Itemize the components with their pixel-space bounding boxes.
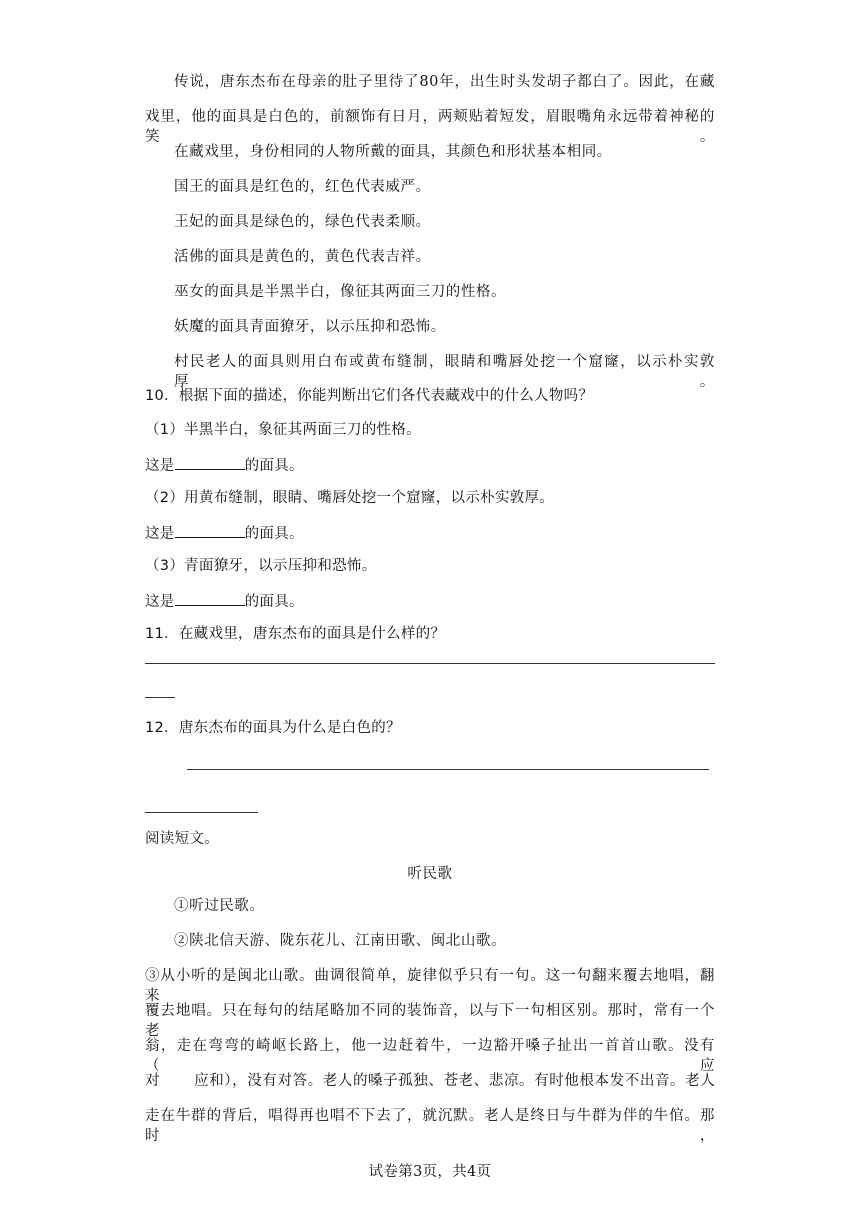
answer-prefix: 这是	[145, 594, 175, 610]
answer-line-11a[interactable]	[145, 663, 715, 664]
reading-paragraph-1: ①听过民歌。	[174, 898, 265, 914]
answer-line-11b[interactable]	[145, 697, 175, 698]
reading-paragraph-3-line-3: 翁，走在弯弯的崎岖长路上，他一边赶着牛，一边豁开嗓子扯出一首首山歌。没有（应	[145, 1038, 715, 1074]
answer-prefix: 这是	[145, 526, 175, 542]
answer-blank-1[interactable]	[175, 454, 245, 470]
passage-line-2: 戏里，他的面具是白色的，前额饰有日月，两颊贴着短发，眉眼嘴角永远带着神秘的笑。	[145, 109, 715, 145]
reading-paragraph-3-line-1: ③从小听的是闽北山歌。曲调很简单，旋律似乎只有一句。这一句翻来覆去地唱，翻来	[145, 968, 715, 1004]
reading-paragraph-3-line-4	[145, 1071, 715, 1091]
line-4-text: 应和），没有对答。老人的嗓子孤独、苍老、悲凉。有时他根本发不出音。老人	[194, 1073, 716, 1089]
passage-line-8: 妖魔的面具青面獠牙，以示压抑和恐怖。	[174, 319, 446, 335]
answer-suffix: 的面具。	[244, 594, 304, 610]
answer-suffix: 的面具。	[244, 458, 304, 474]
question-10-answer-1	[145, 454, 304, 476]
passage-line-9: 村民老人的面具则用白布或黄布缝制，眼睛和嘴唇处挖一个窟窿，以示朴实敦厚。	[174, 354, 715, 390]
passage-line-4: 国王的面具是红色的，红色代表威严。	[174, 179, 431, 195]
question-10-answer-3	[145, 590, 304, 612]
answer-suffix: 的面具。	[244, 526, 304, 542]
reading-title: 听民歌	[407, 866, 453, 882]
answer-blank-3[interactable]	[175, 590, 245, 606]
reading-intro: 阅读短文。	[145, 831, 219, 847]
reading-paragraph-3-line-5: 走在牛群的背后，唱得再也唱不下去了，就沉默。老人是终日与牛群为伴的牛倌。那时，	[145, 1108, 715, 1144]
question-10-stem: 10．根据下面的描述，你能判断出它们各代表藏戏中的什么人物吗？	[145, 388, 594, 404]
question-10-item-1: （1）半黑半白，象征其两面三刀的性格。	[145, 422, 421, 438]
passage-line-3: 在藏戏里，身份相同的人物所戴的面具，其颜色和形状基本相同。	[174, 144, 612, 160]
question-10-item-2: （2）用黄布缝制，眼睛、嘴唇处挖一个窟窿，以示朴实敦厚。	[145, 490, 555, 506]
answer-line-12a[interactable]	[187, 769, 709, 770]
question-10-answer-2	[145, 522, 304, 544]
page-footer: 试卷第3页，共4页	[368, 1164, 492, 1180]
question-10-item-3: （3）青面獠牙，以示压抑和恐怖。	[145, 558, 377, 574]
question-12-stem: 12．唐东杰布的面具为什么是白色的？	[145, 720, 401, 736]
passage-line-6: 活佛的面具是黄色的，黄色代表吉祥。	[174, 249, 431, 265]
passage-line-1: 传说，唐东杰布在母亲的肚子里待了80年，出生时头发胡子都白了。因此，在藏	[174, 74, 715, 90]
reading-paragraph-3-line-2: 覆去地唱。只在每句的结尾略加不同的装饰音，以与下一句相区别。那时，常有一个老	[145, 1003, 715, 1039]
annotation-term: 对	[145, 1073, 161, 1089]
reading-paragraph-2: ②陕北信天游、陇东花儿、江南田歌、闽北山歌。	[174, 933, 507, 949]
answer-line-12b[interactable]	[145, 812, 258, 813]
answer-blank-2[interactable]	[175, 522, 245, 538]
passage-line-7: 巫女的面具是半黑半白，像征其两面三刀的性格。	[174, 284, 507, 300]
answer-prefix: 这是	[145, 458, 175, 474]
passage-line-5: 王妃的面具是绿色的，绿色代表柔顺。	[174, 214, 431, 230]
question-11-stem: 11．在藏戏里，唐东杰布的面具是什么样的？	[145, 626, 446, 642]
